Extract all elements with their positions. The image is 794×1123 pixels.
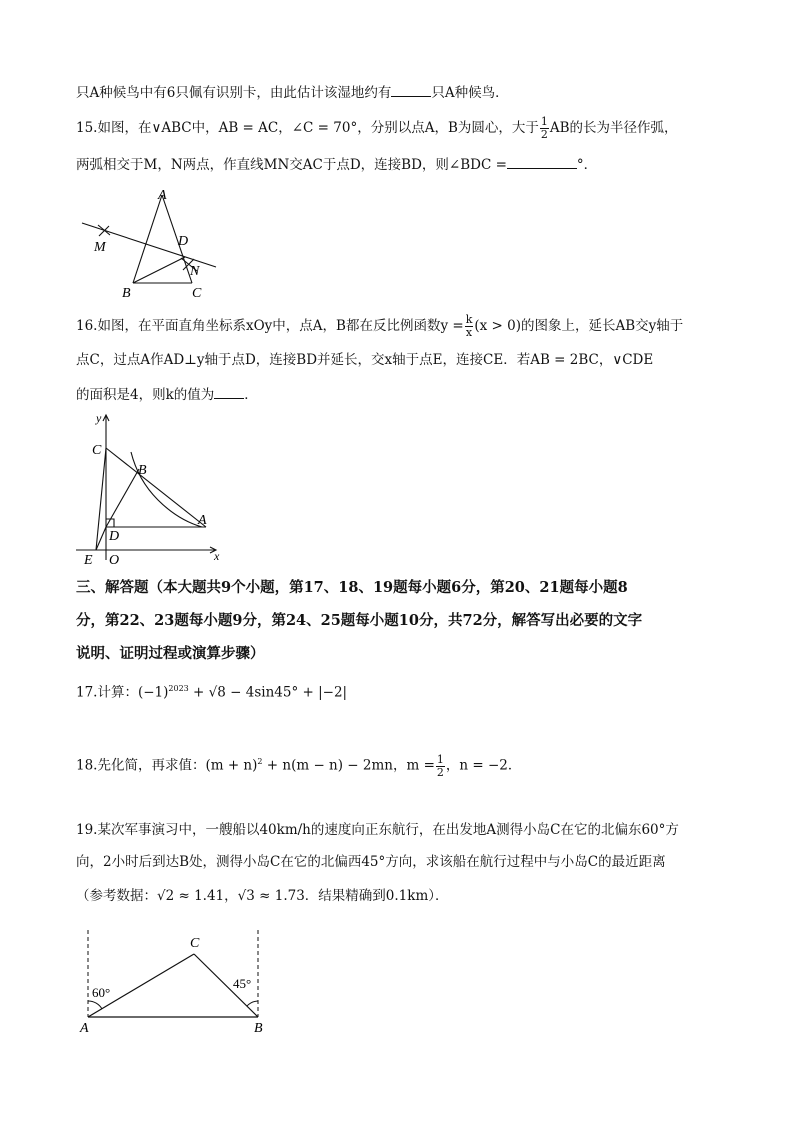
q17-line: [76, 679, 347, 703]
q15-text-2a: 两弧相交于M，N两点，作直线MN交AC于点D，连接BD，则∠BDC =: [76, 157, 507, 173]
q16-text-3a: 的面积是4，则k的值为: [76, 387, 215, 403]
q18-frac-den: 2: [436, 765, 444, 779]
q16-label-y: y: [96, 411, 102, 425]
q15-answer-blank[interactable]: [507, 154, 577, 169]
q19-angle-arc-b: [247, 1001, 258, 1006]
q15-label-d: D: [178, 234, 189, 249]
q15-figure: [76, 185, 236, 300]
q15-label-m: M: [94, 240, 106, 255]
q15-half-fraction: [540, 116, 549, 141]
q15-side-ab: [133, 195, 162, 283]
q19-line-2: 向，2小时后到达B处，测得小岛C在它的北偏西45°方向，求该船在航行过程中与小岛C的最近距离: [76, 854, 666, 870]
q15-text-2b: °．: [576, 157, 598, 173]
q16-frac-num: k: [465, 313, 473, 326]
q15-label-n: N: [190, 264, 200, 279]
q18-line: [76, 752, 521, 779]
q16-line-3: [76, 384, 258, 405]
q16-label-e: E: [84, 553, 93, 568]
q16-frac-den: x: [465, 326, 473, 339]
section3-heading-3: 说明、证明过程或演算步骤）: [76, 645, 265, 662]
q15-label-b: B: [122, 286, 131, 300]
q14-text-a: 只A种候鸟中有6只佩有识别卡，由此估计该湿地约有: [76, 85, 392, 101]
q17-prefix: 17.计算：(−1): [76, 684, 169, 701]
q18-tail: ，n = −2．: [445, 757, 522, 774]
q16-line-2: [76, 350, 653, 370]
q14-answer-blank[interactable]: [391, 82, 431, 97]
q19-figure: [76, 925, 276, 1037]
q14-text-b: 只A种候鸟．: [431, 85, 509, 101]
section3-heading-2: 分，第22、23题每小题9分，第24、25题每小题10分，共72分，解答写出必要的文字: [76, 612, 643, 629]
q15-label-a: A: [158, 188, 167, 203]
q16-label-b: B: [138, 463, 147, 478]
q19-label-a: A: [80, 1021, 89, 1036]
q17-rest: + √8 − 4sin45° + |−2|: [188, 684, 348, 701]
q17-exponent: 2023: [168, 684, 189, 693]
q19-label-b: B: [254, 1021, 263, 1036]
q15-line-1: [76, 116, 678, 141]
q16-label-a: A: [198, 513, 207, 528]
q16-segment-ca: [106, 448, 206, 527]
q18-rest: + n(m − n) − 2mn，m =: [262, 757, 435, 774]
q16-text-1a: 16.如图，在平面直角坐标系xOy中，点A，B都在反比例函数y =: [76, 318, 464, 334]
q16-label-c: C: [92, 443, 102, 458]
q15-frac-den: 2: [540, 128, 548, 141]
q15-text-1a: 15.如图，在∨ABC中，AB = AC，∠C = 70°，分别以点A，B为圆心，大于: [76, 120, 539, 136]
q15-text-1b: AB的长为半径作弧，: [549, 120, 678, 136]
q18-m-fraction: [436, 754, 445, 779]
section3-heading-1: 三、解答题（本大题共9个小题，第17、18、19题每小题6分，第20、21题每小题8: [76, 579, 628, 596]
q15-frac-num: 1: [540, 115, 548, 128]
q19-angle-a-label: 60°: [92, 985, 111, 1000]
q16-kx-fraction: [465, 314, 474, 339]
q15-line-2: [76, 154, 597, 175]
q18-exponent: 2: [257, 757, 263, 766]
q19-line-1: 19.某次军事演习中，一艘船以40km/h的速度向正东航行，在出发地A测得小岛C在它的北偏东60°方: [76, 822, 679, 838]
q16-segment-db: [106, 469, 139, 527]
q16-label-o: O: [109, 553, 120, 568]
q19-angle-arc-a: [88, 1001, 102, 1009]
q15-label-c: C: [192, 286, 202, 300]
q19-line-3: （参考数据：√2 ≈ 1.41，√3 ≈ 1.73．结果精确到0.1km）．: [76, 888, 449, 904]
q16-answer-blank[interactable]: [214, 384, 244, 399]
q19-angle-b-label: 45°: [233, 976, 252, 991]
q16-label-d: D: [109, 529, 120, 544]
q14-line: [76, 82, 509, 103]
q19-label-c: C: [190, 936, 200, 951]
q16-figure: [76, 410, 236, 570]
q18-prefix: 18.先化简，再求值：(m + n): [76, 757, 258, 774]
q18-frac-num: 1: [436, 752, 444, 766]
q16-line-1: [76, 314, 683, 339]
q16-text-1b: (x > 0)的图象上，延长AB交y轴于: [474, 318, 684, 334]
q16-text-3b: ．: [244, 387, 258, 403]
q16-segment-ec: [96, 448, 106, 550]
q15-arc-m: [98, 225, 110, 236]
q16-text-2: 点C，过点A作AD⊥y轴于点D，连接BD并延长，交x轴于点E，连接CE．若AB = 2BC，∨CDE: [76, 352, 654, 368]
q16-label-x: x: [214, 549, 220, 563]
